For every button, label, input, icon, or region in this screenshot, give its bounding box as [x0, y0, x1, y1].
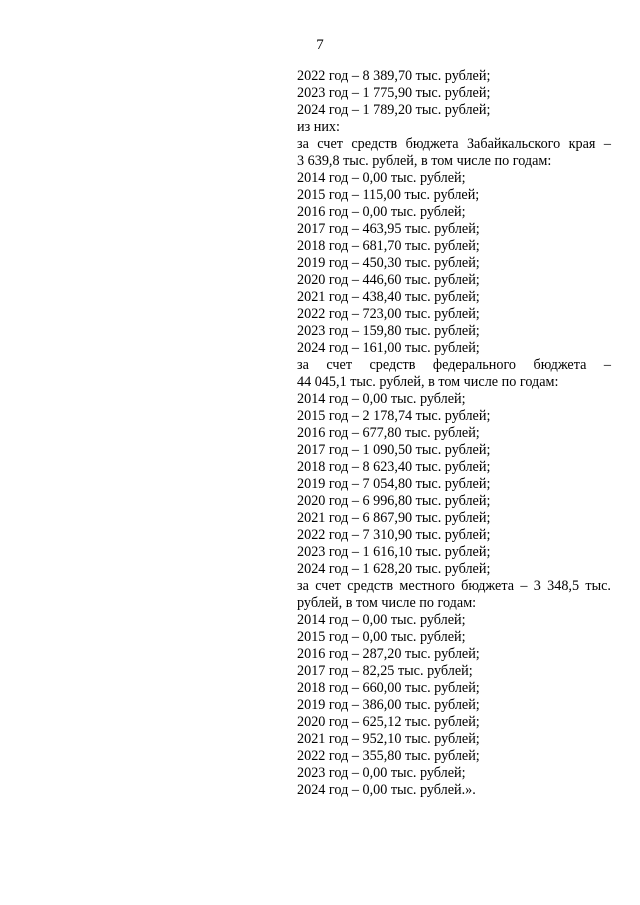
regional-budget-heading [297, 136, 611, 153]
year-line: 2014 год – 0,00 тыс. рублей; [297, 391, 466, 407]
word: края [568, 136, 596, 152]
document-body [297, 68, 611, 799]
word: 3 [533, 578, 541, 594]
word: Забайкальского [466, 136, 561, 152]
year-line: 2024 год – 0,00 тыс. рублей.». [297, 782, 476, 798]
year-line: 2018 год – 8 623,40 тыс. рублей; [297, 459, 491, 475]
word: средств [351, 136, 398, 152]
year-line: 2018 год – 681,70 тыс. рублей; [297, 238, 480, 254]
year-line: 2021 год – 6 867,90 тыс. рублей; [297, 510, 491, 526]
year-line: 2021 год – 438,40 тыс. рублей; [297, 289, 480, 305]
year-line: 2022 год – 723,00 тыс. рублей; [297, 306, 480, 322]
word: 348,5 [547, 578, 580, 594]
year-line: 2015 год – 2 178,74 тыс. рублей; [297, 408, 491, 424]
regional-budget-total: 3 639,8 тыс. рублей, в том числе по годам: [297, 153, 552, 169]
text-line: 2023 год – 1 775,90 тыс. рублей; [297, 85, 491, 101]
year-line: 2014 год – 0,00 тыс. рублей; [297, 170, 466, 186]
word: местного [399, 578, 455, 594]
word: счет [326, 357, 353, 373]
year-line: 2014 год – 0,00 тыс. рублей; [297, 612, 466, 628]
year-line: 2024 год – 1 628,20 тыс. рублей; [297, 561, 491, 577]
word: средств [347, 578, 394, 594]
year-line: 2019 год – 450,30 тыс. рублей; [297, 255, 480, 271]
year-line: 2023 год – 159,80 тыс. рублей; [297, 323, 480, 339]
year-line: 2022 год – 355,80 тыс. рублей; [297, 748, 480, 764]
text-line: 2024 год – 1 789,20 тыс. рублей; [297, 102, 491, 118]
word: счет [317, 136, 343, 152]
word: бюджета [533, 357, 587, 373]
year-line: 2015 год – 0,00 тыс. рублей; [297, 629, 466, 645]
page-number: 7 [316, 37, 324, 53]
year-line: 2016 год – 0,00 тыс. рублей; [297, 204, 466, 220]
word: – [603, 136, 611, 152]
year-line: 2024 год – 161,00 тыс. рублей; [297, 340, 480, 356]
text-line: 2022 год – 8 389,70 тыс. рублей; [297, 68, 491, 84]
word: за [297, 136, 309, 152]
year-line: 2015 год – 115,00 тыс. рублей; [297, 187, 480, 203]
local-budget-total: рублей, в том числе по годам: [297, 595, 477, 611]
word: за [297, 578, 309, 594]
word: бюджета [461, 578, 515, 594]
year-line: 2019 год – 386,00 тыс. рублей; [297, 697, 480, 713]
federal-budget-heading [297, 357, 611, 374]
year-line: 2017 год – 463,95 тыс. рублей; [297, 221, 480, 237]
year-line: 2019 год – 7 054,80 тыс. рублей; [297, 476, 491, 492]
word: бюджета [405, 136, 459, 152]
word: за [297, 357, 309, 373]
year-line: 2022 год – 7 310,90 тыс. рублей; [297, 527, 491, 543]
year-line: 2023 год – 1 616,10 тыс. рублей; [297, 544, 491, 560]
year-line: 2020 год – 625,12 тыс. рублей; [297, 714, 480, 730]
year-line: 2018 год – 660,00 тыс. рублей; [297, 680, 480, 696]
year-line: 2020 год – 6 996,80 тыс. рублей; [297, 493, 491, 509]
year-line: 2017 год – 1 090,50 тыс. рублей; [297, 442, 491, 458]
word: федерального [432, 357, 517, 373]
word: тыс. [585, 578, 611, 594]
year-line: 2017 год – 82,25 тыс. рублей; [297, 663, 473, 679]
year-line: 2016 год – 677,80 тыс. рублей; [297, 425, 480, 441]
federal-budget-total: 44 045,1 тыс. рублей, в том числе по годам: [297, 374, 559, 390]
word: счет [315, 578, 341, 594]
year-line: 2023 год – 0,00 тыс. рублей; [297, 765, 466, 781]
word: – [603, 357, 611, 373]
word: средств [369, 357, 416, 373]
local-budget-heading [297, 578, 611, 595]
word: – [520, 578, 528, 594]
year-line: 2016 год – 287,20 тыс. рублей; [297, 646, 480, 662]
year-line: 2020 год – 446,60 тыс. рублей; [297, 272, 480, 288]
year-line: 2021 год – 952,10 тыс. рублей; [297, 731, 480, 747]
text-line: из них: [297, 119, 340, 135]
